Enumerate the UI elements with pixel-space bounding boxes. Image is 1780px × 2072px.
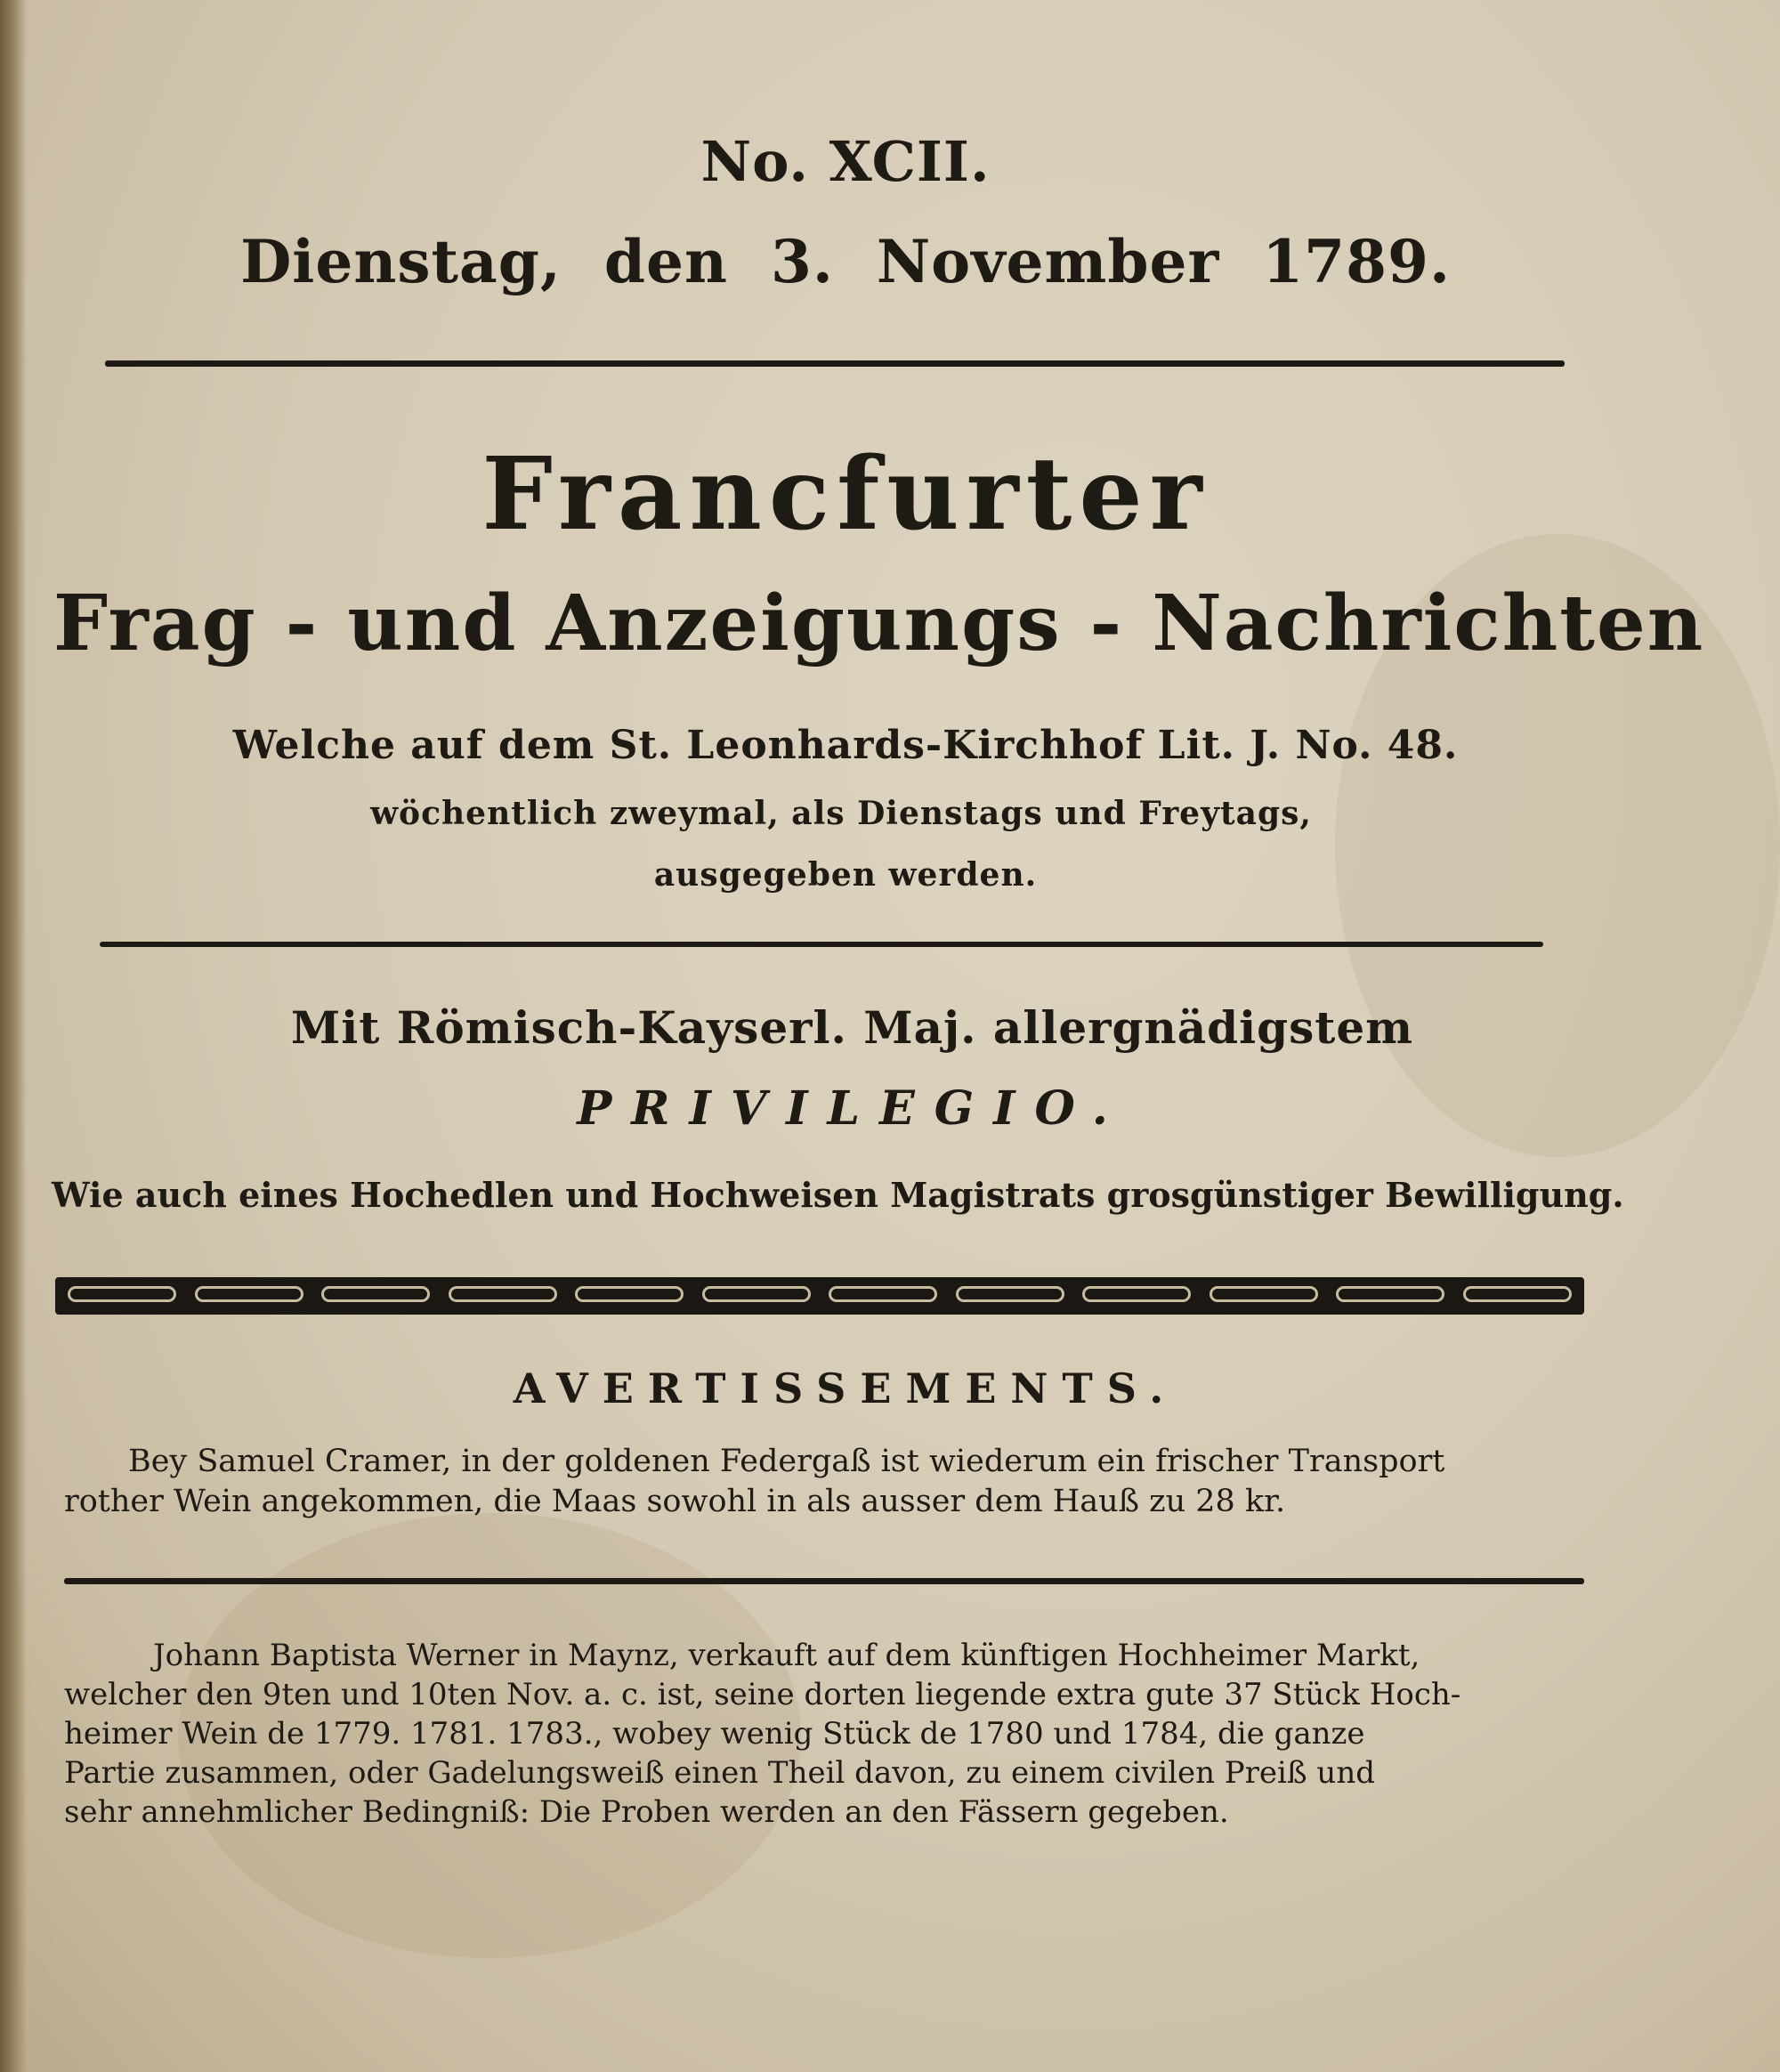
privilege-line: Mit Römisch-Kayserl. Maj. allergnädigstem (290, 1001, 1414, 1054)
issue-date: Dienstag, den 3. November 1789. (240, 227, 1451, 296)
notice-line: welcher den 9ten und 10ten Nov. a. c. ist, seine dorten liegende extra gute 37 Stück Hoch- (64, 1677, 1461, 1712)
decorative-chain-border (55, 1277, 1584, 1315)
imprint-schedule: wöchentlich zweymal, als Dienstags und Freytags, (370, 795, 1312, 832)
magistrate-permission: Wie auch eines Hochedlen und Hochweisen Magistrats grosgünstiger Bewilligung. (52, 1175, 1624, 1215)
notice-line: rother Wein angekommen, die Maas sowohl in als ausser dem Hauß zu 28 kr. (64, 1484, 1286, 1519)
notice-line: sehr annehmlicher Bedingniß: Die Proben werden an den Fässern gegeben. (64, 1794, 1229, 1830)
imprint-issued: ausgegeben werden. (653, 856, 1038, 894)
section-heading: AVERTISSEMENTS. (513, 1364, 1178, 1412)
masthead-title: Francfurter (481, 436, 1210, 553)
notice-cramer (64, 1442, 1588, 1522)
privilege-title: PRIVILEGIO. (577, 1081, 1128, 1136)
masthead-rule (100, 942, 1543, 947)
imprint-address: Welche auf dem St. Leonhards-Kirchhof Lit. J. No. 48. (232, 723, 1459, 768)
notice-werner (64, 1636, 1588, 1832)
notice-line: Johann Baptista Werner in Maynz, verkauft auf dem künftigen Hochheimer Markt, (153, 1638, 1420, 1673)
masthead-subtitle: Frag - und Anzeigungs - Nachrichten (53, 579, 1705, 668)
header-rule (105, 360, 1565, 367)
notice-line: Bey Samuel Cramer, in der goldenen Federgaß ist wiederum ein frischer Transport (128, 1444, 1445, 1479)
notice-separator (64, 1578, 1584, 1584)
issue-number: No. XCII. (700, 129, 991, 194)
notice-line: heimer Wein de 1779. 1781. 1783., wobey wenig Stück de 1780 und 1784, die ganze (64, 1716, 1365, 1752)
notice-line: Partie zusammen, oder Gadelungsweiß einen Theil davon, zu einem civilen Preiß und (64, 1755, 1375, 1791)
